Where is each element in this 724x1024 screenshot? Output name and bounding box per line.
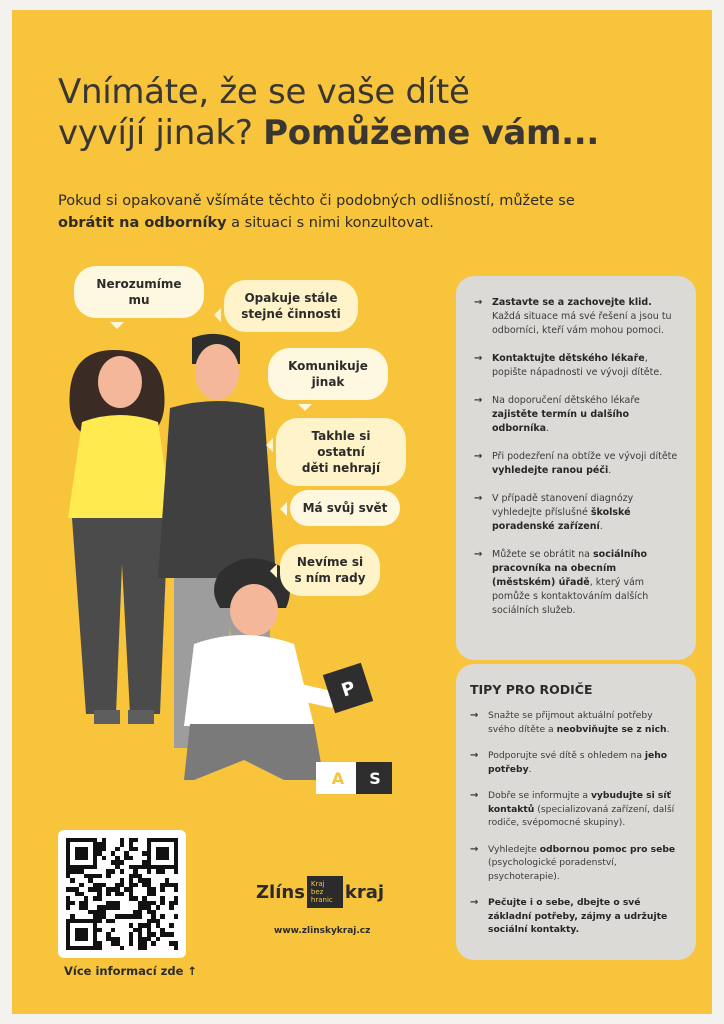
- arrow-right-icon: →: [470, 843, 479, 855]
- arrow-right-icon: →: [474, 549, 483, 560]
- list-item: → Kontaktujte dětského lékaře, popište nápadnosti ve vývoji dítěte.: [474, 353, 663, 378]
- list-item: → Vyhledejte odbornou pomoc pro sebe (psychologické poradenství, psychoterapie).: [470, 843, 676, 882]
- qr-module: [174, 946, 178, 950]
- website-link[interactable]: www.zlinskykraj.cz: [274, 926, 371, 936]
- block-s-label: S: [369, 769, 381, 788]
- qr-code-pattern: [66, 838, 178, 950]
- speech-bubble: Opakuje stále stejné činnosti: [224, 280, 358, 332]
- list-item: → Pečujte i o sebe, dbejte o své základní potřeby, zájmy a udržujte sociální kontakty.: [470, 897, 668, 935]
- arrow-right-icon: →: [470, 710, 479, 721]
- arrow-right-icon: →: [470, 790, 479, 801]
- arrow-right-icon: →: [474, 451, 483, 462]
- list-item: → Dobře se informujte a vybudujte si síť kontaktů (specializovaná zařízení, další rodiče, svépomocné skupiny).: [470, 790, 675, 828]
- arrow-right-icon: →: [474, 353, 483, 364]
- speech-bubble: Nevíme si s ním rady: [280, 544, 380, 596]
- list-item: → V případě stanovení diagnózy vyhledejte příslušné školské poradenské zařízení.: [474, 493, 634, 532]
- speech-bubble: Takhle si ostatní děti nehrají: [276, 418, 406, 486]
- arrow-right-icon: →: [474, 297, 483, 308]
- list-item: → Zastavte se a zachovejte klid. Každá situace má své řešení a jsou tu odborníci, kteří vám mohou pomoci.: [474, 297, 672, 336]
- arrow-right-icon: →: [474, 493, 483, 504]
- logo-box: Kraj bez hranic: [307, 876, 343, 908]
- mother-figure: [68, 350, 172, 724]
- speech-bubble: Nerozumíme mu: [74, 266, 204, 318]
- zlinsky-kraj-logo: Zlíns Kraj bez hranic kraj: [256, 872, 384, 912]
- speech-bubble: Má svůj svět: [290, 490, 400, 526]
- poster: [12, 10, 712, 1014]
- intro-text: Pokud si opakovaně všímáte těchto či podobných odlišností, můžete se obrátit na odborníky a situaci s nimi konzultovat.: [58, 193, 575, 231]
- arrow-right-icon: →: [470, 750, 479, 761]
- more-info-link[interactable]: Více informací zde ↑: [64, 964, 198, 978]
- arrow-right-icon: →: [474, 395, 483, 406]
- steps-panel: [456, 276, 696, 660]
- block-p-label: P: [338, 677, 358, 702]
- list-item: → Snažte se přijmout aktuální potřeby svého dítěte a neobviňujte se z nich.: [470, 710, 670, 735]
- list-item: → Podporujte své dítě s ohledem na jeho potřeby.: [470, 750, 668, 775]
- block-a-label: A: [331, 769, 345, 788]
- letter-blocks: [316, 663, 392, 794]
- tips-panel: [456, 664, 696, 960]
- list-item: → Na doporučení dětského lékaře zajistěte termín u dalšího odborníka.: [474, 395, 640, 434]
- list-item: → Můžete se obrátit na sociálního pracovníka na obecním (městském) úřadě, který vám pomůže s kontaktováním dalších sociálních služeb.: [474, 549, 649, 616]
- arrow-right-icon: →: [470, 897, 479, 908]
- page-title: Vnímáte, že se vaše dítě vyvíjí jinak? Pomůžeme vám...: [58, 72, 600, 153]
- qr-code[interactable]: [58, 830, 186, 958]
- list-item: → Při podezření na obtíže ve vývoji dítěte vyhledejte ranou péči.: [474, 451, 678, 476]
- speech-bubble: Komunikuje jinak: [268, 348, 388, 400]
- tips-title: TIPY PRO RODIČE: [470, 682, 593, 697]
